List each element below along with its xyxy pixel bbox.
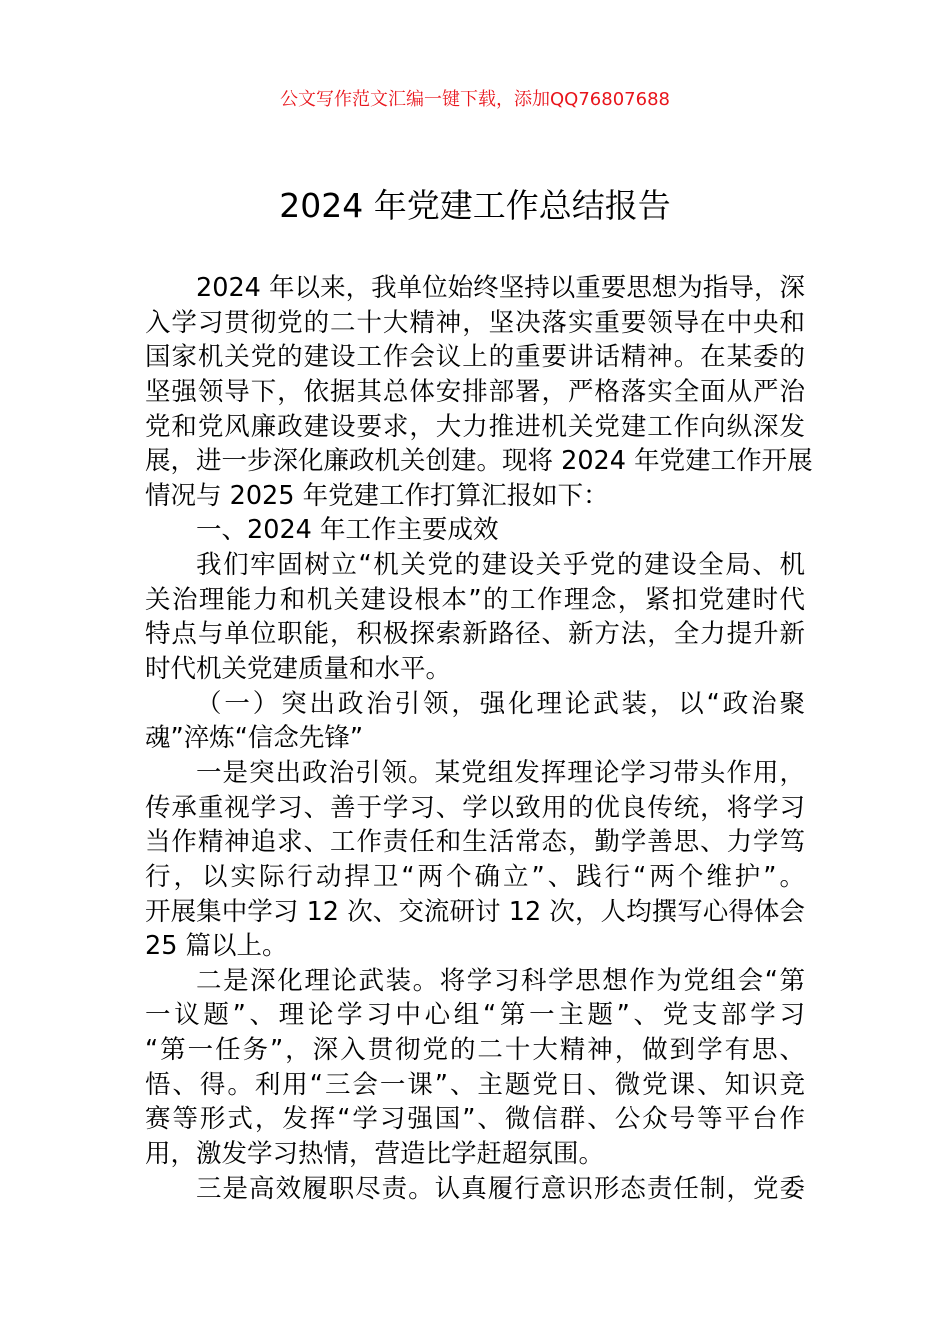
document-body: [145, 271, 813, 1206]
body-text-line: 情况与 2025 年党建工作打算汇报如下：: [145, 480, 609, 511]
body-text-line: 三是高效履职尽责。认真履行意识形态责任制，党委: [196, 1173, 805, 1204]
body-text-line: 开展集中学习 12 次、交流研讨 12 次，人均撰写心得体会: [145, 896, 805, 927]
body-text-line: 赛等形式，发挥“学习强国”、微信群、公众号等平台作: [145, 1104, 805, 1135]
body-text-line: 一议题”、理论学习中心组“第一主题”、党支部学习: [145, 1000, 805, 1031]
body-text-line: 国家机关党的建设工作会议上的重要讲话精神。在某委的: [145, 342, 805, 373]
body-text-line: （一）突出政治引领，强化理论武装，以“政治聚: [196, 688, 805, 719]
body-text-line: 当作精神追求、工作责任和生活常态，勤学善思、力学笃: [145, 827, 805, 858]
body-text-line: 我们牢固树立“机关党的建设关乎党的建设全局、机: [196, 550, 805, 581]
body-text-line: 关治理能力和机关建设根本”的工作理念，紧扣党建时代: [145, 584, 805, 615]
body-text-line: 时代机关党建质量和水平。: [145, 654, 452, 685]
body-text-line: 传承重视学习、善于学习、学以致用的优良传统，将学习: [145, 792, 805, 823]
body-text-line: 25 篇以上。: [145, 931, 288, 962]
body-text-line: 一、2024 年工作主要成效: [196, 515, 499, 546]
body-text-line: 特点与单位职能，积极探索新路径、新方法，全力提升新: [145, 619, 805, 650]
body-text-line: “第一任务”，深入贯彻党的二十大精神，做到学有思、: [145, 1035, 805, 1066]
body-text-line: 魂”淬炼“信念先锋”: [145, 723, 364, 754]
body-text-line: 用，激发学习热情，营造比学赶超氛围。: [145, 1139, 605, 1170]
body-text-line: 坚强领导下，依据其总体安排部署，严格落实全面从严治: [145, 376, 805, 407]
body-text-line: 2024 年以来，我单位始终坚持以重要思想为指导，深: [196, 273, 805, 303]
body-text-line: 展，进一步深化廉政机关创建。现将 2024 年党建工作开展: [145, 446, 813, 477]
body-text-line: 悟、得。利用“三会一课”、主题党日、微党课、知识竞: [145, 1069, 805, 1100]
body-text-line: 入学习贯彻党的二十大精神，坚决落实重要领导在中央和: [145, 307, 805, 338]
body-text-line: 二是深化理论武装。将学习科学思想作为党组会“第: [196, 965, 805, 996]
download-promo-header: 公文写作范文汇编一键下载，添加QQ76807688: [280, 89, 670, 110]
body-text-line: 党和党风廉政建设要求，大力推进机关党建工作向纵深发: [145, 411, 805, 442]
body-text-line: 一是突出政治引领。某党组发挥理论学习带头作用，: [196, 757, 805, 788]
document-title: 2024 年党建工作总结报告: [279, 186, 671, 225]
body-text-line: 行，以实际行动捍卫“两个确立”、践行“两个维护”。: [145, 861, 805, 892]
